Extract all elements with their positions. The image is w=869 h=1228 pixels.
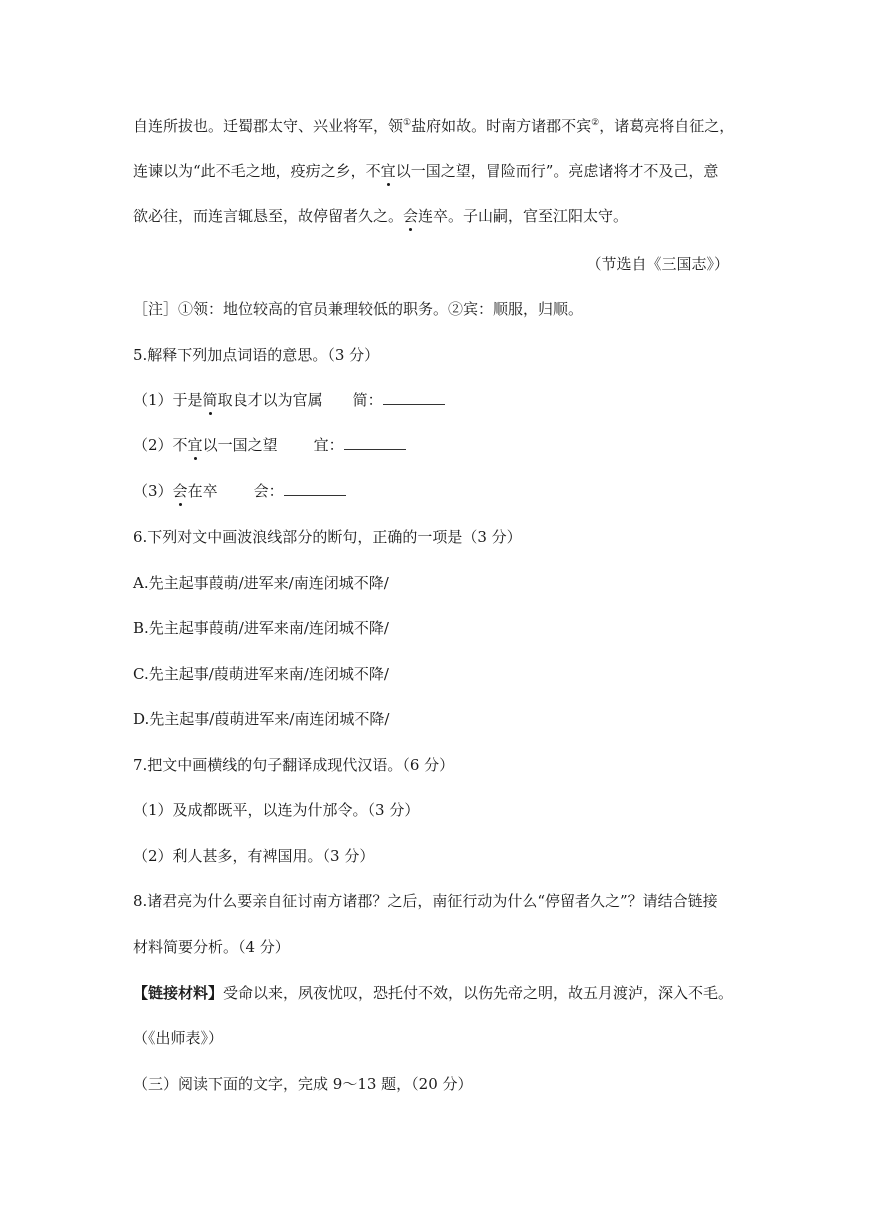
footnote-marker: ② [591,118,600,128]
passage-text: 欲必往，而连言辄恳至，故停留者久之。 [133,207,404,225]
item-text: （3） [133,482,173,500]
question-5-title: 5.解释下列加点词语的意思。（3 分） [133,346,380,364]
dotted-word: 宜 [380,162,396,180]
question-5-item-2 [133,435,739,455]
link-material-source: （《出师表》） [133,1029,224,1047]
item-text: （2）不 [133,436,188,454]
question-7-item-1: （1）及成都既平，以连为什邡令。（3 分） [133,801,420,819]
passage-line-2 [133,161,739,181]
dotted-word: 会 [403,207,419,225]
passage-text: 以一国之望，冒险而行”。亮虑诸将才不及己，意 [395,162,719,180]
question-6-option-a[interactable]: A.先主起事葭萌/进军来/南连闭城不降/ [133,574,389,592]
question-8-line-2: 材料简要分析。（4 分） [133,938,290,956]
question-6-option-b[interactable]: B.先主起事葭萌/进军来南/连闭城不降/ [133,619,389,637]
dotted-word: 简 [202,391,218,409]
link-material-label: 【链接材料】 [133,984,224,1002]
passage-source: （节选自《三国志》） [586,255,729,273]
question-6-option-c[interactable]: C.先主起事/葭萌进军来南/连闭城不降/ [133,665,389,683]
passage-line-3 [133,206,739,226]
question-6-title: 6.下列对文中画波浪线部分的断句，正确的一项是（3 分） [133,528,522,546]
item-text: 取良才以为官属 [217,391,323,409]
question-8-line-1: 8.诸君亮为什么要亲自征讨南方诸郡？之后，南征行动为什么“停留者久之”？请结合链接 [133,892,718,910]
link-material [133,983,739,1003]
dotted-word: 会 [172,482,188,500]
link-material-text: 受命以来，夙夜忧叹，恐托付不效，以伤先帝之明，故五月渡泸，深入不毛。 [223,984,734,1002]
passage-line-1 [133,116,739,136]
answer-blank[interactable] [284,481,346,496]
annotation-notes: ［注］①领：地位较高的官员兼理较低的职务。②宾：顺服，归顺。 [133,300,584,318]
answer-key: 会： [253,482,284,500]
answer-blank[interactable] [383,390,445,405]
question-5-item-3 [133,481,739,501]
answer-blank[interactable] [344,435,406,450]
question-7-title: 7.把文中画横线的句子翻译成现代汉语。（6 分） [133,756,455,774]
item-text: （1）于是 [133,391,203,409]
passage-text: ，诸葛亮将自征之， [599,117,735,135]
dotted-word: 宜 [187,436,203,454]
item-text: 在卒 [187,482,218,500]
question-7-item-2: （2）利人甚多，有裨国用。（3 分） [133,847,375,865]
passage-text: 自连所拔也。迁蜀郡太守、兴业将军，领 [133,117,404,135]
passage-text: 连谏以为“此不毛之地，疫疠之乡，不 [133,162,381,180]
answer-key: 宜： [313,436,344,454]
passage-text: 盐府如故。时南方诸郡不宾 [411,117,592,135]
answer-key: 简： [352,391,383,409]
question-6-option-d[interactable]: D.先主起事/葭萌进军来/南连闭城不降/ [133,710,390,728]
question-5-item-1 [133,390,739,410]
footnote-marker: ① [403,118,412,128]
passage-text: 连卒。子山嗣，官至江阳太守。 [418,207,629,225]
item-text: 以一国之望 [202,436,278,454]
section-3-heading: （三）阅读下面的文字，完成 9～13 题，（20 分） [133,1075,473,1093]
